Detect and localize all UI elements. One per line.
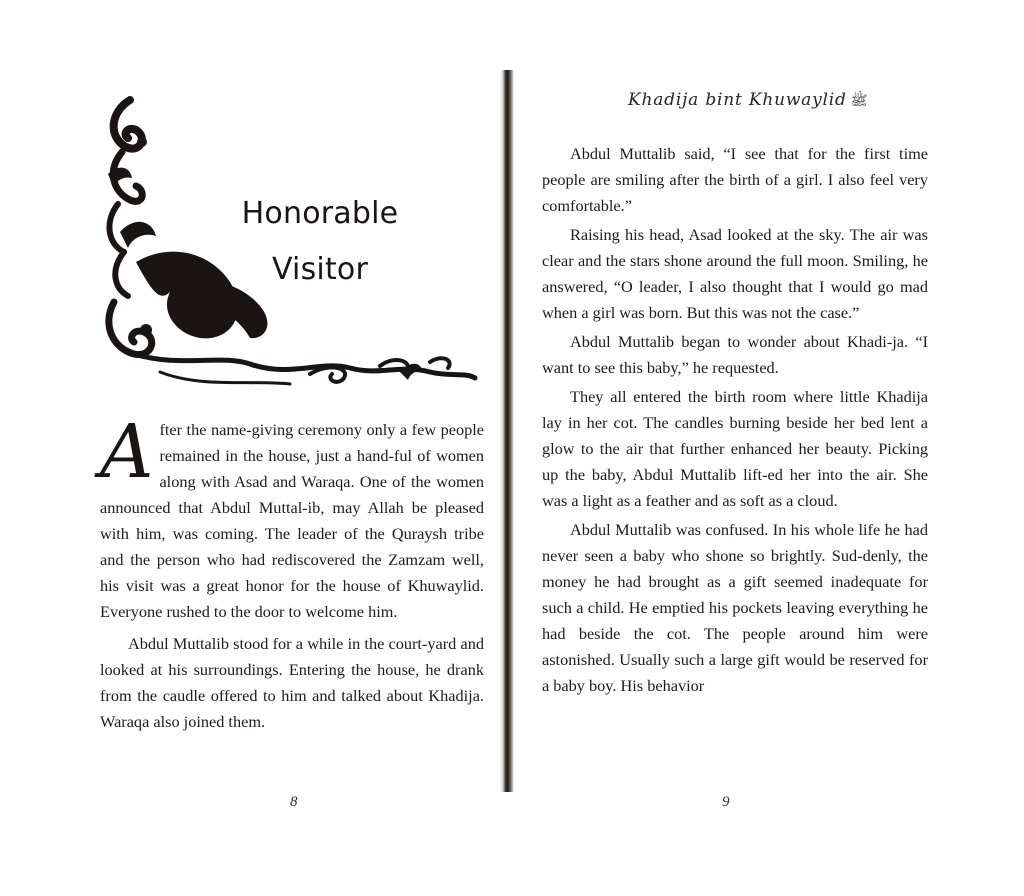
chapter-title-line2: Visitor xyxy=(271,252,368,287)
page-number-right: 9 xyxy=(722,794,730,810)
paragraph: Abdul Muttalib began to wonder about Khadi-ja. “I want to see this baby,” he requested. xyxy=(542,332,928,377)
running-head xyxy=(628,90,868,112)
drop-cap: A xyxy=(100,409,154,495)
left-page-body xyxy=(100,409,484,735)
opening-paragraph xyxy=(100,409,484,625)
paragraph: Abdul Muttalib was confused. In his whole life he had never seen a baby who shone so brightly. Sud-denly, the money he had brought as a gift seemed inadequate for such a child. He emptied his pockets leaving everything he had beside the cot. The people around him were astonished. Usually such a large gift would be reserved for a baby boy. His behavior xyxy=(542,520,928,695)
paragraph: Abdul Muttalib said, “I see that for the first time people are smiling after the birth of a girl. I also feel very comfortable.” xyxy=(542,144,928,215)
paragraph: Raising his head, Asad looked at the sky. The air was clear and the stars shone around the full moon. Smiling, he answered, “O leader, I also thought that I would go mad when a girl was born. But this was not the case.” xyxy=(542,225,928,322)
running-head-text: Khadija bint Khuwaylid xyxy=(628,90,847,110)
chapter-title-line1: Honorable xyxy=(241,196,399,231)
left-page xyxy=(0,0,500,896)
paragraph: Abdul Muttalib stood for a while in the court-yard and looked at his surroundings. Entering the house, he drank from the caudle offered to him and talked about Khadija. Waraqa also joined them. xyxy=(100,634,484,731)
right-page-body xyxy=(542,141,928,702)
floral-corner-ornament-icon xyxy=(100,92,480,402)
honorific-mark: ﷺ xyxy=(850,93,868,109)
opening-paragraph-text: fter the name-giving ceremony only a few people remained in the house, just a hand-ful of women along with Asad and Waraqa. One of the women announced that Abdul Muttal-ib, may Allah be pleased with him, was coming. The leader of the Quraysh tribe and the person who had rediscovered the Zamzam well, his visit was a great honor for the house of Khuwaylid. Everyone rushed to the door to welcome him. xyxy=(100,420,484,621)
book-gutter xyxy=(500,70,514,792)
page-number-left: 8 xyxy=(290,794,298,810)
paragraph: They all entered the birth room where little Khadija lay in her cot. The candles burning beside her bed lent a glow to the air that further enhanced her beauty. Picking up the baby, Abdul Muttalib lift-ed her into the air. She was a light as a feather and as soft as a cloud. xyxy=(542,387,928,510)
